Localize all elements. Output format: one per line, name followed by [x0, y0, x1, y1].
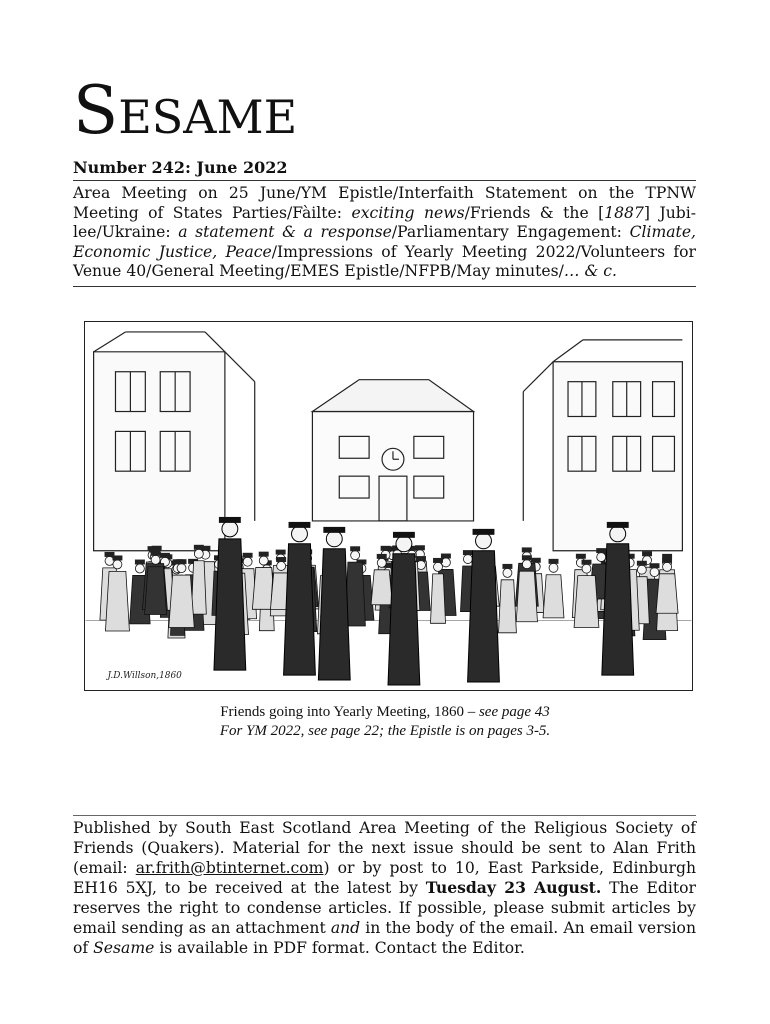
editor-email-link[interactable]: ar.frith@btinternet.com: [135, 859, 324, 877]
contents-item: ] Jubilee: [73, 203, 696, 242]
contents-item: Parliamentary Engagement:: [397, 223, 630, 242]
crowd-figure: [498, 564, 516, 633]
notice-text-4: in the body of the email. An email version of: [73, 919, 696, 957]
foreground-figure: [214, 517, 246, 670]
contents-separator: /: [271, 242, 277, 261]
foreground-figure: [602, 522, 634, 675]
contents-item: exciting news: [351, 203, 465, 222]
deadline-date: Tuesday 23 August.: [425, 878, 602, 897]
foreground-figure: [318, 527, 350, 680]
contents-item: Impressions of Yearly Meeting 2022: [277, 242, 576, 261]
contents-separator: /: [575, 242, 581, 261]
contents-separator: /: [391, 223, 398, 242]
crowd-figure: [105, 555, 129, 631]
contents-item: Area Meeting on 25 June: [73, 184, 296, 202]
contents-separator: /: [464, 203, 470, 222]
notice-sesame-title: Sesame: [93, 939, 155, 957]
foreground-figure: [284, 522, 316, 675]
caption-text: Friends going into Yearly Meeting, 1860 –: [220, 704, 479, 720]
contents-item: Fàilte:: [292, 203, 352, 222]
caption-page-ref: see page 43: [478, 704, 550, 720]
contents-separator: /: [286, 203, 293, 222]
contents-item: May minutes: [456, 262, 559, 281]
engraving-signature: J.D.Willson,1860: [107, 671, 182, 682]
illustration-engraving: [84, 321, 693, 691]
contents-separator: /: [96, 223, 102, 242]
notice-text-3: The Editor reserves the right to condense articles. If possible, please submit articles by email sending as an attachment: [73, 879, 696, 937]
contents-item: Ukraine:: [101, 223, 179, 242]
contents-list: [73, 180, 696, 287]
notice-text-1: Published by South East Scotland Area Meeting of the Religious Society of Friends (Quakers). Material for the next issue should be sent to Alan Frith (email:: [73, 819, 696, 877]
illustration-subcaption: For YM 2022, see page 22; the Epistle is on pages 3-5.: [219, 723, 551, 739]
contents-separator: /: [558, 262, 564, 281]
crowd-figure: [543, 559, 564, 618]
contents-item: a statement & a response: [178, 223, 392, 242]
contents-item: Friends & the [: [469, 203, 605, 222]
contents-item: General Meeting: [151, 262, 285, 281]
contents-separator: /: [399, 262, 405, 281]
contents-item: Interfaith Statement on the TPNW Meeting of States Parties: [73, 184, 696, 222]
issue-number: Number 242: June 2022: [73, 158, 288, 177]
foreground-figure: [468, 529, 500, 682]
notice-text-5: is available in PDF format. Contact the Editor.: [154, 939, 525, 957]
contents-separator: /: [284, 262, 291, 281]
illustration-caption: [0, 704, 770, 721]
contents-item: NFPB: [404, 262, 451, 281]
contents-item: EMES Epistle: [290, 262, 400, 281]
crowd-figure: [430, 558, 445, 623]
publication-notice: [73, 815, 696, 958]
contents-separator: /: [450, 262, 457, 281]
contents-item: YM Epistle: [300, 184, 393, 202]
contents-separator: /: [295, 184, 301, 202]
contents-item: … & c.: [563, 262, 617, 281]
contents-separator: /: [392, 184, 399, 202]
notice-emphasis-and: and: [330, 919, 361, 937]
contents-item: Climate, Economic Justice, Peace: [73, 223, 697, 261]
foreground-figure: [388, 532, 420, 685]
contents-item: Volunteers for Venue 40: [73, 242, 696, 281]
contents-item: 1887: [604, 203, 644, 222]
notice-text-2: ) or by post to 10, East Parkside, Edinburgh EH16 5XJ, to be received at the latest by: [73, 859, 696, 897]
masthead-title: Sesame: [73, 72, 298, 149]
contents-separator: /: [146, 262, 152, 281]
